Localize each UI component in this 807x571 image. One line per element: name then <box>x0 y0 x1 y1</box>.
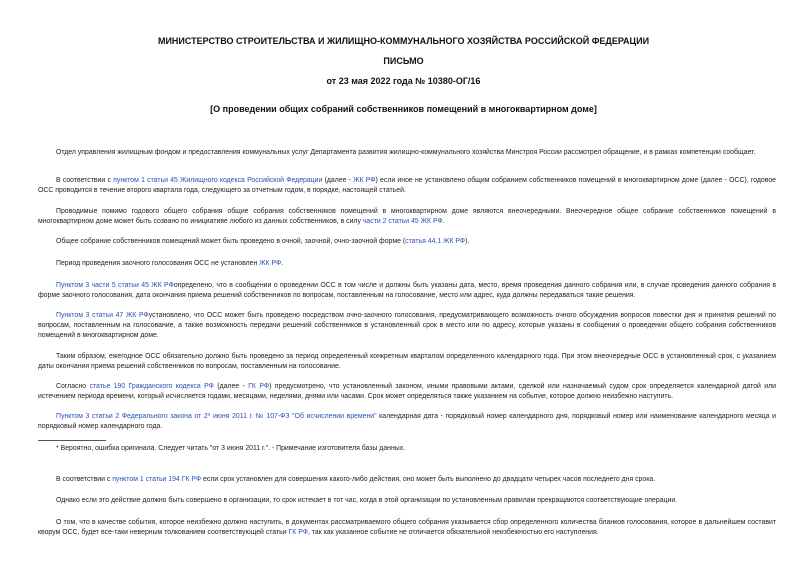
paragraph-11: В соответствии с пунктом 1 статьи 194 ГК РФ если срок установлен для совершения какого-либо действия, оно может быть выполнено до двадцати четырех часов последнего дня срока. <box>56 476 656 483</box>
link-gk-art194-p1[interactable]: пунктом 1 статьи 194 ГК РФ <box>112 476 202 483</box>
link-zhk-art45-ch5-p3[interactable]: Пунктом 3 части 5 статьи 45 ЖК РФ <box>56 282 174 289</box>
footnote: * Вероятно, ошибка оригинала. Следует читать "от 3 июня 2011 г.". - Примечание изготовителя базы данных. <box>56 445 406 452</box>
paragraph-13: О том, что в качестве события, которое неизбежно должно наступить, в документах рассматриваемого общего собрания указывается сбор определенного количества бланков голосования, которое в дальнейшем составит кворум ОСС, будет все-таки неверным толкованием соответствующей статьи ГК РФ, так как указанное событие не отличается обязательной неизбежностью его наступления. <box>38 519 776 537</box>
link-zhk-art47-p3[interactable]: Пунктом 3 статьи 47 ЖК РФ <box>56 312 149 319</box>
paragraph-6: Пунктом 3 части 5 статьи 45 ЖК РФопределено, что в сообщении о проведении ОСС в том числе и должны быть указаны дата, место, время проведения данного собрания или, в случае проведения данного собрания в форме заочного голосования, дата окончания приема решений собственников по вопросам, поставленным на голосование, место или адрес, куда должны передаваться такие решения. <box>38 282 776 300</box>
link-zhk-rf[interactable]: ЖК РФ <box>353 177 376 184</box>
link-zhk-rf-2[interactable]: ЖК РФ <box>259 260 282 267</box>
paragraph-1: Отдел управления жилищным фондом и предоставления коммунальных услуг Департамента развития жилищно-коммунального хозяйства Минстроя России рассмотрел обращение, и в рамках компетенции сообщает. <box>56 149 756 156</box>
link-zhk-art45-p1[interactable]: пунктом 1 статьи 45 Жилищного кодекса Российской Федерации <box>113 177 323 184</box>
paragraph-2: В соответствии с пунктом 1 статьи 45 Жилищного кодекса Российской Федерации (далее - ЖК РФ) если иное не установлено общим собранием собственников помещений в многоквартирном доме (далее - ОСС), годовое ОСС проводится в течение второго квартала года, следующего за отчетным годом, в порядке, настоящей статьей. <box>38 177 776 195</box>
ministry-title: МИНИСТЕРСТВО СТРОИТЕЛЬСТВА И ЖИЛИЩНО-КОММУНАЛЬНОГО ХОЗЯЙСТВА РОССИЙСКОЙ ФЕДЕРАЦИИ <box>157 36 650 46</box>
paragraph-12: Однако если это действие должно быть совершено в организации, то срок истекает в тот час, когда в этой организации по установленным правилам прекращаются соответствующие операции. <box>56 497 678 504</box>
link-zhk-art45-ch2[interactable]: части 2 статьи 45 ЖК РФ <box>362 218 443 226</box>
date-number: от 23 мая 2022 года № 10380-ОГ/16 <box>326 76 481 86</box>
document-type: ПИСЬМО <box>383 56 424 66</box>
paragraph-7: Пунктом 3 статьи 47 ЖК РФустановлено, что ОСС может быть проведено посредством очно-заочного голосования, предусматривающего возможность очного обсуждения вопросов повестки дня и принятия решений по вопросам, поставленным на голосование, а также возможность передачи решений собственников в установленный срок в место или по адресу, которые указаны в сообщении о проведении общего собрания собственников помещений в многоквартирном доме. <box>38 312 776 340</box>
paragraph-3: Проводимые помимо годового общего собрания общие собрания собственников помещений в многоквартирном доме являются внеочередными. Внеочередное общее собрание собственников помещений в многоквартирном доме может быть созвано по инициативе любого из данных собственников, в силу части 2 статьи 45 ЖК РФ. <box>38 208 776 226</box>
paragraph-5: Период проведения заочного голосования ОСС не установлен ЖК РФ. <box>56 260 284 267</box>
paragraph-10: Пунктом 3 статьи 2 Федерального закона от 2* июня 2011 г. № 107-ФЗ "Об исчислении времени" календарная дата - порядковый номер календарного дня, порядковый номер или наименование календарного месяца и порядковый номер календарного года. <box>38 413 776 431</box>
link-zhk-art44-1[interactable]: статья 44.1 ЖК РФ <box>405 238 466 245</box>
link-gk-art190[interactable]: статье 190 Гражданского кодекса РФ <box>89 383 214 390</box>
paragraph-4: Общее собрание собственников помещений может быть проведено в очной, заочной, очно-заочной форме (статья 44.1 ЖК РФ). <box>56 238 470 245</box>
link-fz-107[interactable]: Пунктом 3 статьи 2 Федерального закона от 2* июня 2011 г. № 107-ФЗ "Об исчислении времени" <box>56 413 377 420</box>
document-subject: [О проведении общих собраний собственников помещений в многоквартирном доме] <box>210 104 597 114</box>
paragraph-9: Согласно статье 190 Гражданского кодекса РФ (далее - ГК РФ) предусмотрено, что установленный законом, иными правовыми актами, сделкой или назначаемый судом срок определяется календарной датой или истечением периода времени, который исчисляется годами, месяцами, неделями, днями или часами. Срок может определяться также указанием на событие, которое должно неизбежно наступить. <box>38 383 777 401</box>
link-gk-rf-2[interactable]: ГК РФ <box>288 529 308 537</box>
link-gk-rf[interactable]: ГК РФ <box>248 383 270 390</box>
footnote-separator <box>38 440 106 441</box>
paragraph-8: Таким образом, ежегодное ОСС обязательно должно быть проведено за период определенный конкретным кварталом определенного календарного года. При этом внеочередные ОСС в установленный срок, с указанием даты окончания приема решений собственников по вопросам, поставленным на голосование. <box>38 353 776 371</box>
